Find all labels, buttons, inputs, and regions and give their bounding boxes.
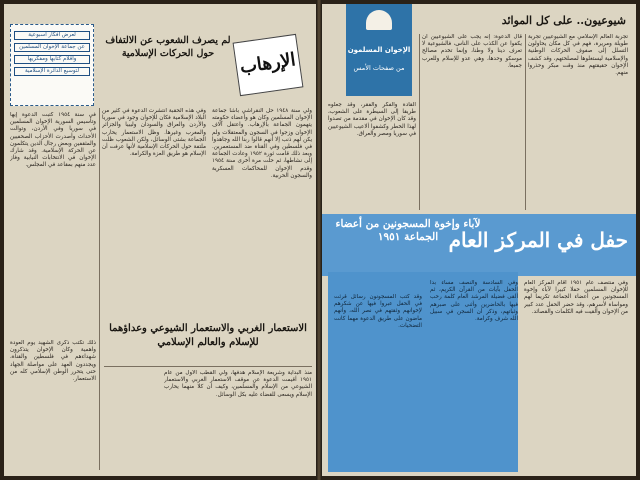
- right-page: [322, 4, 636, 476]
- body-paragraph: ولي سنة ١٩٤٨ حل النقراشي باشا جماعة الإخوان المسلمين وكان هو وأعضاء حكومته يتهمون الجماعة بالإرهاب. واعتقل آلاف الإخوان وزجوا في السجون والمعتقلات ولم يكن لهم ذنب إلا أنهم قالوا ربنا الله وجاهدوا في فلسطين وفي القناة ضد المستعمرين. وبعد ذلك قامت ثورة ١٩٥٢ وعادت الجماعة إلى نشاطها، ثم حلت مرة أخرى سنة ١٩٥٤ وقدم الإخوان للمحاكمات العسكرية والسجون الحربية.: [212, 108, 312, 179]
- body-paragraph: قال الدعوة: إنه يجب على الشيوعيين أن يكفوا عن الكذب على الناس، فالشيوعية لا تعرف دينا ولا وطنا، وإنما تخدم مصالح موسكو وحدها، وهي عدو للإسلام وللعرب جميعا.: [422, 34, 522, 69]
- event-subheadline: لآباء وإخوة المسجونين من أعضاء الجماعة ١٩٥١: [335, 218, 481, 243]
- column-event-right: [524, 280, 628, 470]
- sidebar-line: وأقلام كتابها ومفكريها: [14, 55, 90, 64]
- sidebar-line: لتوسيع الدائرة الإسلامية: [14, 67, 90, 76]
- body-paragraph: ذلك تكتب ذكرى الشهيد يوم العودة واهمية وكان الإخوان يتذكرون شهداءهم في فلسطين والقناة، ويجددون العهد على مواصلة الجهاد حتى يتحرر الوطن الإسلامي كله من الاستعمار.: [10, 340, 96, 383]
- divider: [99, 108, 100, 470]
- sidebar-box: [10, 24, 94, 106]
- divider: [104, 366, 312, 367]
- body-paragraph: في سنة ١٩٥٤ كتبت الدعوة إيها وتأسيس السورية الإخوان المسلمين في سوريا وفي الأردن، وتوالت الأحداث وأصدرت الأحزاب الصحفيين والمثقفين وبعض رجال الدين يتكلمون عن الحركة الإسلامية. وقد شارك الإخوان في الانتخابات النيابية وفاز عدد منهم بمقاعد في المجلس.: [10, 112, 96, 169]
- series-badge: [346, 4, 412, 96]
- divider: [419, 34, 420, 210]
- irhab-title: الإرهاب: [233, 34, 304, 96]
- section-headline: الاستعمار الغربي والاستعمار الشيوعي وعداؤهما للإسلام والعالم الإسلامي: [109, 323, 307, 348]
- column-top-middle: [422, 34, 522, 210]
- body-paragraph: وفي السادسة والنصف مساء بدأ الحفل بآيات من القرآن الكريم، ثم ألقى فضيلة المرشد العام كلمة رحب فيها بالحاضرين وأثنى على صبرهم وثباتهم، وذكر أن السجن في سبيل الله شرف وكرامة.: [430, 280, 518, 323]
- body-paragraph: وفي هذه الحقبة انتشرت الدعوة في كثير من البلاد الإسلامية فكان للإخوان وجود في سوريا والأردن والعراق والسودان وليبيا والجزائر والمغرب وغيرها. وظل الاستعمار يحارب الجماعة بشتى الوسائل، ولكن الشعوب ظلت ملتفة حول الحركات الإسلامية لأنها عرفت أن الإسلام هو طريق العزة والكرامة.: [102, 108, 206, 158]
- column-top-right: [528, 34, 628, 210]
- column-middle: [102, 108, 206, 318]
- column-top-left: [328, 102, 416, 210]
- left-page: [4, 4, 316, 476]
- top-headline: شيوعيون.. على كل الموائد: [501, 14, 626, 27]
- body-paragraph: وفي منتصف عام ١٩٥١ أقام المركز العام للإخوان المسلمين حفلا كبيرا لآباء وإخوة المسجونين من أعضاء الجماعة تكريما لهم ومواساة لأسرهم، وقد حضر الحفل عدد كبير من الإخوان وألقيت فيه الكلمات والقصائد.: [524, 280, 628, 315]
- column-event-left: [334, 294, 422, 464]
- mosque-dome-icon: [366, 10, 392, 30]
- badge-subtitle: من صفحات الأمس: [353, 64, 405, 72]
- badge-title: الإخوان المسلمون: [347, 46, 411, 54]
- column-right: [212, 108, 312, 318]
- column-left: [10, 112, 96, 334]
- body-paragraph: منذ البداية وشريعة الإسلام هدفها، ولي القطب الأول من عام ١٩٥١ أقيمت الدعوة عن موقف الاستعمار الغربي والاستعمار الشيوعي من الإسلام والمسلمين، وكيف أن كلا منهما يحارب الإسلام ويسعى للقضاء عليه بكل الوسائل.: [164, 370, 312, 398]
- column-bottom-right: [164, 370, 312, 470]
- column-event-middle: [430, 280, 518, 400]
- sidebar-line: عن جماعة الإخوان المسلمين: [14, 43, 90, 52]
- divider: [525, 34, 526, 210]
- body-paragraph: وقد كتب المسجونون رسائل قرئت في الحفل عبروا فيها عن شكرهم لإخوانهم وثقتهم في نصر الله، وأنهم ماضون على طريق الدعوة مهما كانت التضحيات.: [334, 294, 422, 329]
- column-bottom-left: [10, 340, 96, 470]
- sidebar-line: لعرض أفكار أسبوعية: [14, 31, 90, 40]
- body-paragraph: تجربة العالم الإسلامي مع الشيوعيين تجربة طويلة ومريرة، فهم في كل مكان يحاولون التسلل إلى صفوف الحركات الوطنية والإسلامية ليستغلوها لمصلحتهم، وقد كشف الإخوان حقيقتهم منذ وقت مبكر وحذروا منهم.: [528, 34, 628, 77]
- event-header-box: [322, 214, 636, 276]
- event-headline: حفل في المركز العام: [448, 228, 628, 252]
- body-paragraph: القادة والفكر والفقر، وقد جعلوه طريقا إلى السيطرة على الشعوب، وقد كان الإخوان في مقدمة من تصدوا لهذا الخطر وكشفوا ألاعيب الشيوعيين في سوريا ومصر والعراق.: [328, 102, 416, 137]
- main-headline: لم يصرف الشعوب عن الالتفاف حول الحركات الإسلامية: [105, 35, 231, 59]
